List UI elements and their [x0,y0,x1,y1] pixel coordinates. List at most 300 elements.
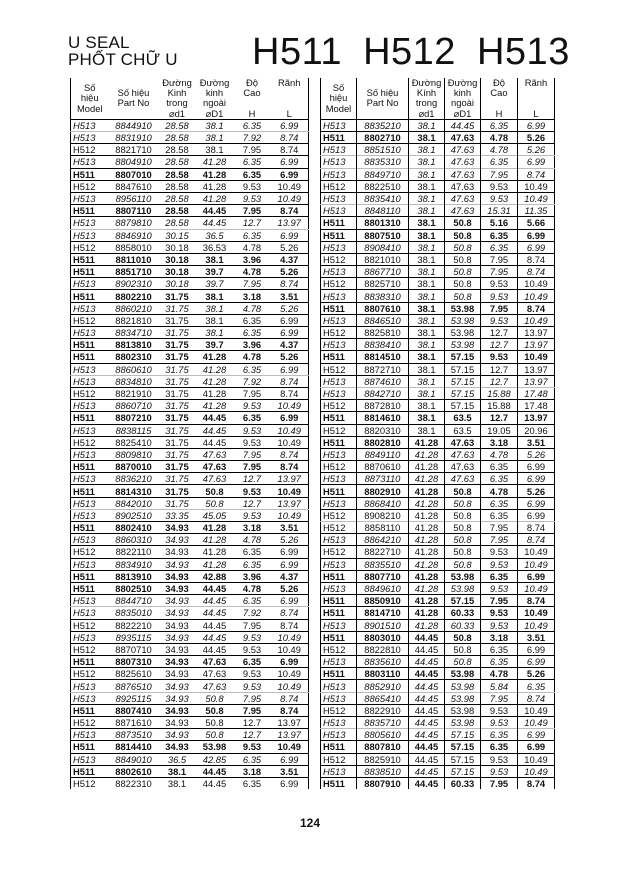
model-cell: H511 [71,205,109,217]
height-cell: 7.95 [234,144,271,156]
groove-cell: 6.99 [518,119,555,131]
model-cell: H511 [71,351,109,363]
height-cell: 12.7 [481,327,518,339]
outer-diameter-cell: 57.15 [445,741,481,753]
part-no-cell: 8814310 [109,485,159,497]
model-cell: H512 [321,522,357,534]
model-cell: H513 [321,168,357,180]
groove-cell: 6.99 [280,119,299,131]
height-cell: 9.53 [234,741,271,753]
model-cell: H513 [71,278,109,290]
groove-cell: 6.99 [518,509,555,521]
height-cell: 9.53 [481,351,518,363]
part-no-cell: 8834910 [109,558,159,570]
part-no-cell: 8956110 [109,192,159,204]
table-row [321,387,555,399]
outer-diameter-cell: 47.63 [196,461,234,473]
model-cell: H513 [321,717,357,729]
groove-cell: 5.26 [271,302,309,314]
part-no-cell: 8801310 [357,217,409,229]
outer-diameter-cell: 50.8 [445,290,481,302]
height-cell: 4.78 [234,534,271,546]
outer-diameter-cell: 57.15 [445,595,481,607]
part-no-cell: 8846510 [357,314,409,326]
table-row [321,412,555,424]
model-cell: H513 [321,558,357,570]
outer-diameter-cell: 36.53 [196,241,234,253]
model-cell: H513 [321,692,357,704]
height-cell: 9.53 [234,192,271,204]
outer-diameter-cell: 50.8 [445,241,481,253]
inner-diameter-cell: 41.28 [409,546,445,558]
outer-diameter-cell: 44.45 [196,631,234,643]
table-row [71,668,309,680]
part-no-cell: 8849010 [109,753,159,765]
part-no-cell: 8814710 [357,607,409,619]
part-no-cell: 8802910 [357,485,409,497]
height-cell: 6.35 [481,119,518,131]
outer-diameter-cell: 44.45 [196,412,234,424]
height-cell: 6.35 [234,327,271,339]
outer-diameter-cell: 50.8 [445,217,481,229]
height-cell: 4.78 [481,668,518,680]
table-row [71,339,309,351]
height-cell: 7.92 [234,375,271,387]
outer-diameter-cell: 47.63 [196,656,234,668]
groove-cell: 8.74 [271,461,309,473]
height-cell: 7.95 [234,461,271,473]
height-cell: 9.53 [481,558,518,570]
outer-diameter-cell: 45.05 [196,509,234,521]
part-no-cell: 8814410 [109,741,159,753]
table-row [71,217,309,229]
part-no-cell: 8835210 [357,119,409,131]
inner-diameter-cell: 38.1 [409,266,445,278]
table-row [321,424,555,436]
model-cell: H512 [71,777,109,789]
part-no-cell: 8851710 [109,266,159,278]
groove-cell: 6.99 [271,156,309,168]
inner-diameter-cell: 28.58 [159,132,196,144]
model-cell: H513 [321,680,357,692]
inner-diameter-cell: 34.93 [159,522,196,534]
table-row [71,680,309,692]
inner-diameter-cell: 41.28 [409,595,445,607]
groove-cell: 5.26 [271,582,309,594]
table-row [71,607,309,619]
inner-diameter-cell: 44.45 [409,717,445,729]
height-cell: 6.35 [234,229,271,241]
outer-diameter-cell: 47.63 [445,156,481,168]
part-no-cell: 8870010 [109,461,159,473]
part-no-cell: 8822210 [109,619,159,631]
model-cell: H511 [71,656,109,668]
outer-diameter-cell: 44.45 [196,765,234,777]
groove-cell: 8.74 [271,387,309,399]
height-cell: 3.18 [481,631,518,643]
table-row [71,205,309,217]
part-no-cell: 8807110 [109,205,159,217]
table-row [321,375,555,387]
groove-cell: 13.97 [518,412,555,424]
inner-diameter-cell: 38.1 [409,351,445,363]
model-cell: H513 [71,156,109,168]
table-row [321,302,555,314]
outer-diameter-cell: 50.8 [445,522,481,534]
inner-diameter-cell: 38.1 [409,302,445,314]
groove-cell: 13.97 [518,375,555,387]
outer-diameter-cell: 41.28 [196,375,234,387]
model-cell: H512 [321,461,357,473]
model-cell: H513 [321,619,357,631]
table-row [71,582,309,594]
inner-diameter-cell: 28.58 [159,168,196,180]
height-cell: 9.53 [234,680,271,692]
height-cell: 9.53 [481,192,518,204]
outer-diameter-cell: 53.98 [445,314,481,326]
height-cell: 12.7 [234,729,271,741]
table-row [321,643,555,655]
header-model: Số hiệu Model [321,78,357,119]
height-cell: 6.35 [234,777,271,789]
model-cell: H512 [321,278,357,290]
outer-diameter-cell: 42.85 [196,753,234,765]
inner-diameter-cell: 38.1 [409,363,445,375]
inner-diameter-cell: 34.93 [159,607,196,619]
inner-diameter-cell: 38.1 [409,217,445,229]
inner-diameter-cell: 31.75 [159,327,196,339]
outer-diameter-cell: 44.45 [196,582,234,594]
height-cell: 9.53 [234,485,271,497]
inner-diameter-cell: 31.75 [159,448,196,460]
table-header-row [321,78,555,119]
part-no-cell: 8814510 [357,351,409,363]
inner-diameter-cell: 38.1 [159,777,196,789]
model-cell: H513 [71,132,109,144]
part-no-cell: 8802410 [109,522,159,534]
table-row [321,144,555,156]
outer-diameter-cell: 38.1 [196,302,234,314]
groove-cell: 10.49 [518,619,555,631]
table-row [71,509,309,521]
table-row [71,692,309,704]
table-row [71,424,309,436]
outer-diameter-cell: 44.45 [196,217,234,229]
height-cell: 7.95 [481,595,518,607]
height-cell: 6.35 [234,753,271,765]
groove-cell: 4.37 [271,570,309,582]
groove-cell: 6.99 [271,363,309,375]
outer-diameter-cell: 41.28 [196,168,234,180]
inner-diameter-cell: 38.1 [409,314,445,326]
part-no-cell: 8835010 [109,607,159,619]
model-cell: H512 [71,144,109,156]
part-no-cell: 8825910 [357,753,409,765]
part-no-cell: 8807610 [357,302,409,314]
model-cell: H513 [321,582,357,594]
part-no-cell: 8825410 [109,436,159,448]
table-row [321,607,555,619]
outer-diameter-cell: 47.63 [445,180,481,192]
height-cell: 6.35 [242,119,262,131]
part-no-cell: 8807210 [109,412,159,424]
table-row [321,631,555,643]
part-no-cell: 8822110 [109,546,159,558]
groove-cell: 6.99 [271,753,309,765]
table-row [71,314,309,326]
model-cell: H512 [71,180,109,192]
outer-diameter-cell: 44.45 [196,619,234,631]
outer-diameter-cell: 57.15 [445,400,481,412]
part-no-cell: 8842010 [109,497,159,509]
groove-cell: 8.74 [271,132,309,144]
outer-diameter-cell: 57.15 [445,729,481,741]
model-cell: H511 [321,351,357,363]
outer-diameter-cell: 39.7 [196,339,234,351]
inner-diameter-cell: 41.28 [409,436,445,448]
table-row [71,777,309,789]
groove-cell: 13.97 [271,717,309,729]
groove-cell: 10.49 [518,704,555,716]
model-cell: H511 [71,704,109,716]
inner-diameter-cell: 31.75 [159,351,196,363]
groove-cell: 13.97 [518,327,555,339]
table-row [71,436,309,448]
inner-diameter-cell: 30.18 [159,278,196,290]
outer-diameter-cell: 53.98 [445,704,481,716]
table-row [71,229,309,241]
model-cell: H513 [71,497,109,509]
height-cell: 9.53 [234,668,271,680]
groove-cell: 6.99 [271,777,309,789]
groove-cell: 8.74 [271,144,309,156]
table-row [71,753,309,765]
part-no-cell: 8848110 [357,205,409,217]
table-row [321,314,555,326]
inner-diameter-cell: 28.58 [159,217,196,229]
height-cell: 6.35 [234,168,271,180]
model-cell: H511 [321,132,357,144]
groove-cell: 10.49 [518,290,555,302]
model-cell: H511 [71,522,109,534]
height-cell: 7.92 [234,132,271,144]
height-cell: 4.78 [234,266,271,278]
table-row [321,509,555,521]
groove-cell: 10.49 [271,436,309,448]
groove-cell: 8.74 [518,534,555,546]
outer-diameter-cell: 53.98 [196,741,234,753]
model-cell: H513 [321,241,357,253]
outer-diameter-cell: 57.15 [445,765,481,777]
inner-diameter-cell: 38.1 [409,168,445,180]
outer-diameter-cell: 50.8 [445,631,481,643]
part-no-cell: 8849610 [357,582,409,594]
height-cell: 9.53 [481,180,518,192]
table-row [321,522,555,534]
groove-cell: 13.97 [271,497,309,509]
model-cell: H512 [71,436,109,448]
title-line-2: PHỐT CHỮ U [68,50,178,69]
groove-cell: 5.26 [271,351,309,363]
table-row [71,765,309,777]
header-inner-diameter: Đường Kinh trong ⌀d1 [159,78,196,119]
outer-diameter-cell: 47.63 [445,192,481,204]
groove-cell: 6.99 [518,497,555,509]
groove-cell: 8.74 [271,704,309,716]
part-no-cell: 8872810 [357,400,409,412]
height-cell: 9.53 [234,643,271,655]
inner-diameter-cell: 31.75 [159,314,196,326]
inner-diameter-cell: 44.45 [409,704,445,716]
outer-diameter-cell: 47.63 [445,132,481,144]
outer-diameter-cell: 36.5 [196,229,234,241]
part-no-cell: 8838115 [109,424,159,436]
inner-diameter-cell: 44.45 [409,631,445,643]
inner-diameter-cell: 28.58 [165,119,189,131]
inner-diameter-cell: 41.28 [409,534,445,546]
inner-diameter-cell: 41.28 [409,607,445,619]
part-no-cell: 8871610 [109,717,159,729]
outer-diameter-cell: 47.63 [445,144,481,156]
table-row [71,278,309,290]
height-cell: 6.35 [234,363,271,375]
groove-cell: 6.99 [518,643,555,655]
outer-diameter-cell: 41.28 [196,192,234,204]
table-row [71,144,309,156]
part-no-cell: 8874610 [357,375,409,387]
model-cell: H512 [321,643,357,655]
groove-cell: 10.49 [271,485,309,497]
outer-diameter-cell: 50.8 [445,534,481,546]
height-cell: 6.35 [481,643,518,655]
inner-diameter-cell: 38.1 [409,241,445,253]
groove-cell: 5.66 [518,217,555,229]
model-cell: H511 [71,290,109,302]
groove-cell: 8.74 [271,619,309,631]
page-number: 124 [299,816,321,830]
part-no-cell: 8802810 [357,436,409,448]
table-row [71,497,309,509]
inner-diameter-cell: 28.58 [159,156,196,168]
outer-diameter-cell: 50.8 [445,266,481,278]
outer-diameter-cell: 41.28 [196,351,234,363]
table-row [321,704,555,716]
model-cell: H511 [321,217,357,229]
groove-cell: 8.74 [518,522,555,534]
model-cell: H512 [71,717,109,729]
model-cell: H513 [71,729,109,741]
groove-cell: 10.49 [271,192,309,204]
part-no-cell: 8807910 [357,777,409,789]
inner-diameter-cell: 44.45 [409,753,445,765]
part-no-cell: 8821010 [357,253,409,265]
inner-diameter-cell: 34.93 [159,582,196,594]
outer-diameter-cell: 44.45 [445,119,481,131]
outer-diameter-cell: 44.45 [196,436,234,448]
table-row [71,180,309,192]
inner-diameter-cell: 28.58 [159,192,196,204]
table-row [71,132,309,144]
height-cell: 9.53 [234,631,271,643]
part-no-cell: 8842710 [357,387,409,399]
part-no-cell: 8802310 [109,351,159,363]
inner-diameter-cell: 41.28 [409,558,445,570]
groove-cell: 5.26 [271,241,309,253]
part-no-cell: 8873110 [357,473,409,485]
model-cell: H512 [71,619,109,631]
part-no-cell: 8835710 [357,717,409,729]
height-cell: 6.35 [234,314,271,326]
part-no-cell: 8864210 [357,534,409,546]
groove-cell: 6.99 [271,595,309,607]
model-cell: H512 [71,241,109,253]
height-cell: 7.95 [234,205,271,217]
model-cell: H513 [321,656,357,668]
height-cell: 7.95 [234,704,271,716]
height-cell: 4.78 [234,582,271,594]
height-cell: 7.95 [234,278,271,290]
table-row [321,351,555,363]
part-no-cell: 8814610 [357,412,409,424]
table-row [71,119,309,131]
outer-diameter-cell: 41.28 [196,522,234,534]
inner-diameter-cell: 34.93 [159,534,196,546]
groove-cell: 10.49 [518,753,555,765]
table-row [71,387,309,399]
outer-diameter-cell: 50.8 [196,717,234,729]
groove-cell: 6.99 [518,570,555,582]
groove-cell: 6.99 [518,156,555,168]
groove-cell: 13.97 [518,363,555,375]
outer-diameter-cell: 47.63 [196,448,234,460]
model-cell: H513 [71,607,109,619]
table-row [71,327,309,339]
groove-cell: 6.99 [518,473,555,485]
inner-diameter-cell: 34.93 [159,631,196,643]
table-row [71,741,309,753]
part-no-cell: 8879810 [109,217,159,229]
table-row [71,461,309,473]
model-cell: H512 [321,180,357,192]
height-cell: 7.95 [481,522,518,534]
groove-cell: 10.49 [271,424,309,436]
outer-diameter-cell: 53.98 [445,302,481,314]
height-cell: 12.7 [481,339,518,351]
groove-cell: 10.49 [518,180,555,192]
groove-cell: 4.37 [271,339,309,351]
outer-diameter-cell: 53.98 [445,339,481,351]
model-cell: H511 [321,668,357,680]
title-line-1: U SEAL [68,33,130,52]
outer-diameter-cell: 44.45 [196,595,234,607]
part-no-cell: 8860610 [109,363,159,375]
inner-diameter-cell: 38.1 [409,180,445,192]
model-cell: H512 [321,424,357,436]
groove-cell: 8.74 [271,448,309,460]
inner-diameter-cell: 44.45 [409,643,445,655]
header-height: Độ Cao H [481,78,518,119]
groove-cell: 6.99 [271,327,309,339]
outer-diameter-cell: 60.33 [445,619,481,631]
table-row [321,729,555,741]
outer-diameter-cell: 47.63 [445,448,481,460]
table-row [71,290,309,302]
model-cell: H513 [321,314,357,326]
header-part-no: Số hiệu Part No [357,78,409,119]
groove-cell: 5.26 [518,448,555,460]
part-no-cell: 8834710 [109,327,159,339]
part-no-cell: 8802610 [109,765,159,777]
